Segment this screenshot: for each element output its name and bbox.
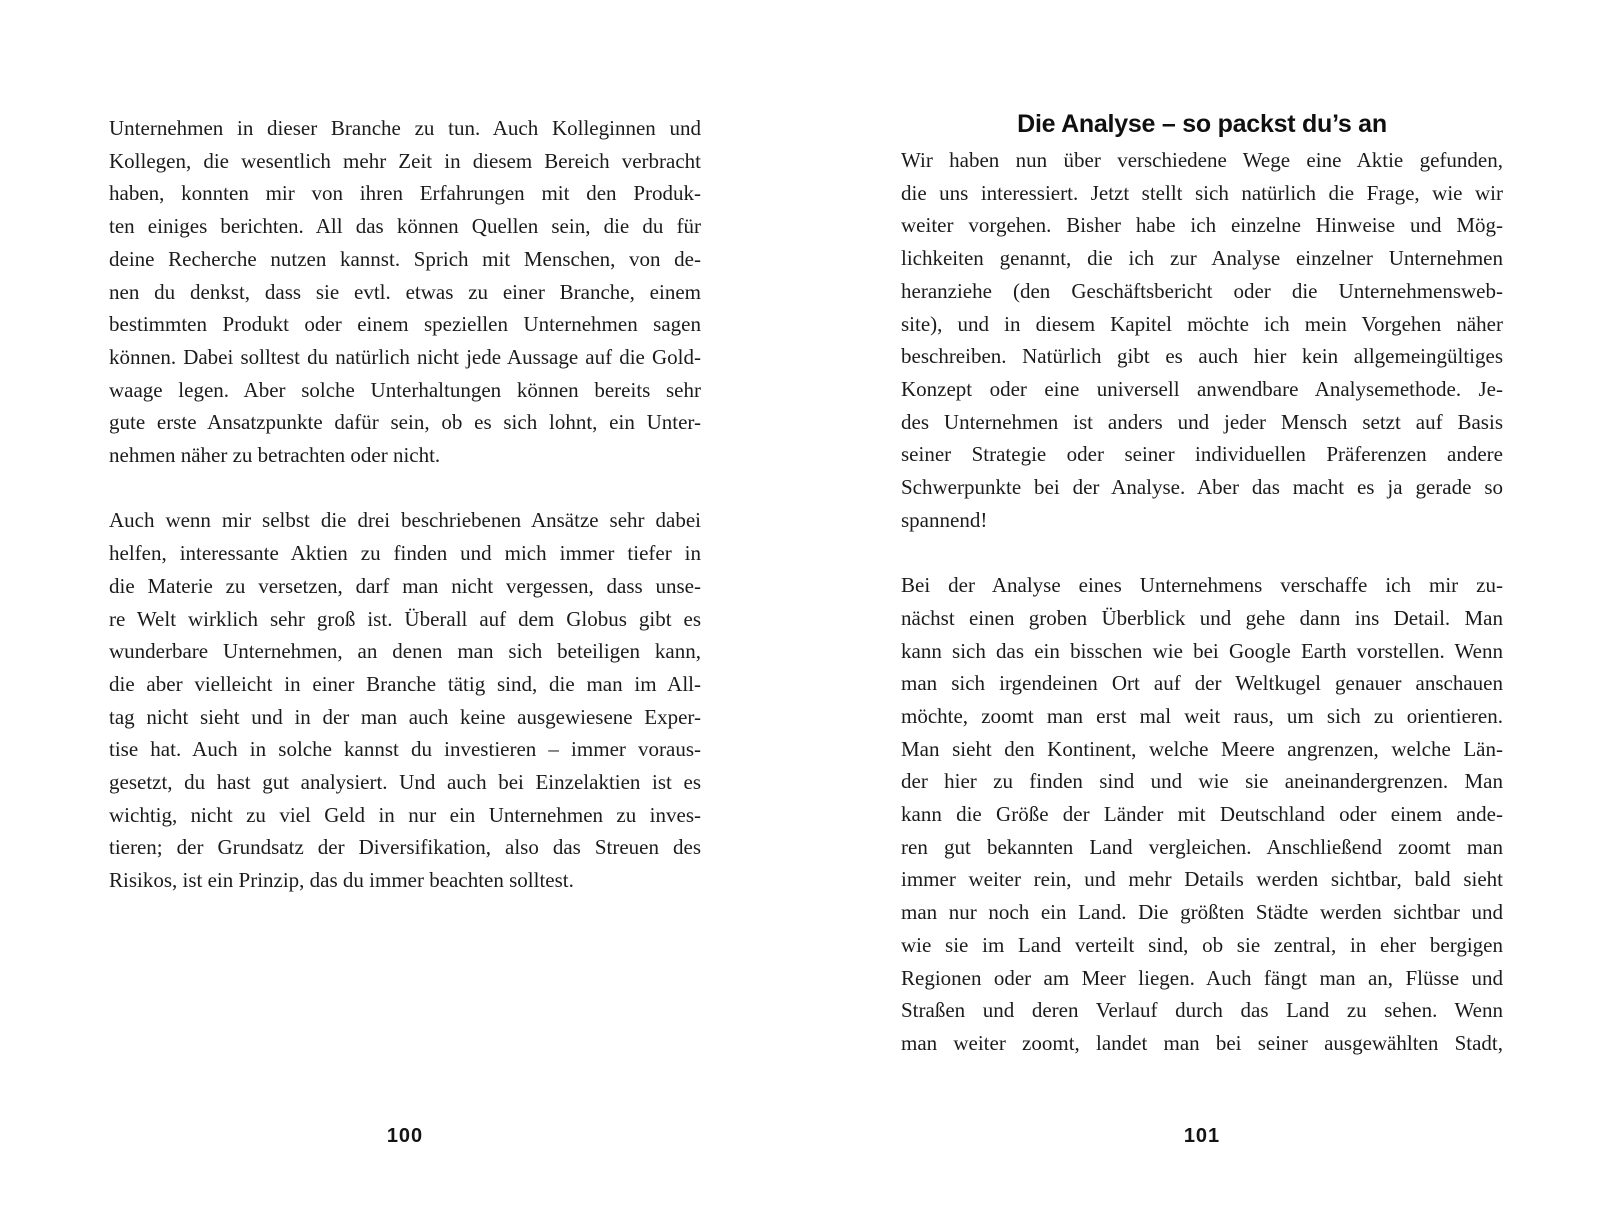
text-line: helfen, interessante Aktien zu finden und mich immer tiefer in — [109, 541, 701, 566]
text-line: seiner Strategie oder seiner individuellen Präferenzen andere — [901, 442, 1503, 467]
text-line: Auch wenn mir selbst die drei beschriebenen Ansätze sehr dabei — [109, 508, 701, 533]
text-line: Risikos, ist ein Prinzip, das du immer beachten solltest. — [109, 868, 574, 893]
text-line: Regionen oder am Meer liegen. Auch fängt man an, Flüsse und — [901, 965, 1503, 990]
text-line: immer weiter rein, und mehr Details werden sichtbar, bald sieht — [901, 867, 1503, 892]
left-page-text — [109, 112, 701, 897]
text-line: heranziehe (den Geschäftsbericht oder die Unternehmensweb- — [901, 278, 1503, 303]
text-line: kann die Größe der Länder mit Deutschland oder einem ande- — [901, 802, 1503, 827]
text-line: Unternehmen in dieser Branche zu tun. Auch Kolleginnen und — [109, 116, 701, 140]
paragraph — [109, 112, 701, 472]
text-line: die uns interessiert. Jetzt stellt sich natürlich die Frage, wie wir — [901, 180, 1503, 205]
text-line: Bei der Analyse eines Unternehmens verschaffe ich mir zu- — [901, 573, 1503, 598]
text-line: waage legen. Aber solche Unterhaltungen können bereits sehr — [109, 377, 701, 402]
text-line: site), und in diesem Kapitel möchte ich mein Vorgehen näher — [901, 311, 1503, 336]
chapter-heading: Die Analyse – so packst du’s an — [1017, 110, 1387, 138]
text-line: gesetzt, du hast gut analysiert. Und auch bei Einzelaktien ist es — [109, 770, 701, 795]
text-line: wichtig, nicht zu viel Geld in nur ein Unternehmen zu inves- — [109, 802, 701, 827]
text-line: nehmen näher zu betrachten oder nicht. — [109, 443, 441, 468]
text-line: wunderbare Unternehmen, an denen man sich beteiligen kann, — [109, 639, 701, 664]
text-line: man sich irgendeinen Ort auf der Weltkugel genauer anschauen — [901, 671, 1503, 696]
text-line: Schwerpunkte bei der Analyse. Aber das macht es ja gerade so — [901, 475, 1503, 500]
text-line: ren gut bekannten Land vergleichen. Anschließend zoomt man — [901, 834, 1503, 859]
left-page-number: 100 — [386, 1125, 424, 1147]
text-line: re Welt wirklich sehr groß ist. Überall auf dem Globus gibt es — [109, 606, 701, 631]
paragraph — [901, 144, 1503, 536]
text-line: Straßen und deren Verlauf durch das Land zu sehen. Wenn — [901, 998, 1503, 1023]
text-line: Wir haben nun über verschiedene Wege eine Aktie gefunden, — [901, 148, 1503, 172]
text-line: tieren; der Grundsatz der Diversifikation, also das Streuen des — [109, 835, 701, 860]
right-page-number: 101 — [1183, 1125, 1221, 1147]
text-line: bestimmten Produkt oder einem speziellen Unternehmen sagen — [109, 312, 701, 337]
text-line: kann sich das ein bisschen wie bei Google Earth vorstellen. Wenn — [901, 638, 1503, 663]
text-line: können. Dabei solltest du natürlich nicht jede Aussage auf die Gold- — [109, 344, 701, 369]
text-line: haben, konnten mir von ihren Erfahrungen mit den Produk- — [109, 181, 701, 206]
text-line: ten einiges berichten. All das können Quellen sein, die du für — [109, 214, 701, 239]
text-line: wie sie im Land verteilt sind, ob sie zentral, in eher bergigen — [901, 932, 1503, 957]
text-line: des Unternehmen ist anders und jeder Mensch setzt auf Basis — [901, 409, 1503, 434]
text-line: weiter vorgehen. Bisher habe ich einzelne Hinweise und Mög- — [901, 213, 1503, 238]
text-line: Konzept oder eine universell anwendbare Analysemethode. Je- — [901, 376, 1503, 401]
text-line: man nur noch ein Land. Die größten Städte werden sichtbar und — [901, 900, 1503, 925]
text-line: die aber vielleicht in einer Branche tätig sind, die man im All- — [109, 671, 701, 696]
right-page — [803, 0, 1606, 1211]
text-line: man weiter zoomt, landet man bei seiner ausgewählten Stadt, — [901, 1030, 1503, 1055]
text-line: deine Recherche nutzen kannst. Sprich mit Menschen, von de- — [109, 246, 701, 271]
text-line: nen du denkst, dass sie evtl. etwas zu einer Branche, einem — [109, 279, 701, 304]
paragraph — [109, 504, 701, 896]
text-line: tise hat. Auch in solche kannst du investieren – immer voraus- — [109, 737, 701, 762]
right-page-text — [901, 144, 1503, 1060]
text-line: spannend! — [901, 507, 988, 532]
text-line: möchte, zoomt man erst mal weit raus, um sich zu orientieren. — [901, 703, 1503, 728]
text-line: die Materie zu versetzen, darf man nicht vergessen, dass unse- — [109, 573, 701, 598]
text-line: tag nicht sieht und in der man auch keine ausgewiesene Exper- — [109, 704, 701, 729]
text-line: beschreiben. Natürlich gibt es auch hier kein allgemeingültiges — [901, 344, 1503, 369]
paragraph — [901, 569, 1503, 1060]
text-line: der hier zu finden sind und wie sie aneinandergrenzen. Man — [901, 769, 1503, 794]
text-line: nächst einen groben Überblick und gehe dann ins Detail. Man — [901, 605, 1503, 630]
text-line: Kollegen, die wesentlich mehr Zeit in diesem Bereich verbracht — [109, 148, 701, 173]
text-line: gute erste Ansatzpunkte dafür sein, ob es sich lohnt, ein Unter- — [109, 410, 701, 435]
text-line: lichkeiten genannt, die ich zur Analyse einzelner Unternehmen — [901, 246, 1503, 271]
text-line: Man sieht den Kontinent, welche Meere angrenzen, welche Län- — [901, 736, 1503, 761]
